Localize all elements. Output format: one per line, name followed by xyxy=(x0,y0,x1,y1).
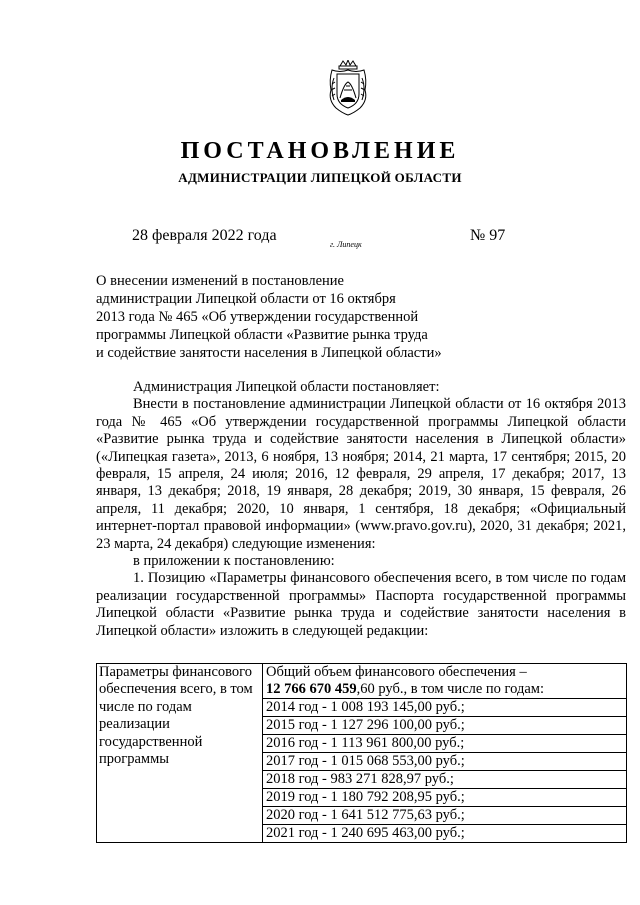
document-body xyxy=(96,379,626,640)
document-subject xyxy=(96,272,516,362)
year-row: 2014 год - 1 008 193 145,00 руб.; xyxy=(263,699,626,717)
total-rest: ,60 руб., в том числе по годам: xyxy=(356,681,544,697)
paragraph-amendment: Внести в постановление администрации Липецкой области от 16 октября 2013 года № 465 «Об утверждении государственной программы Липецкой области «Развитие рынка труда и содействие занятости населения в Липецкой области» («Липецкая газета», 2013, 6 ноября, 13 ноября; 2014, 21 марта, 17 сентября; 2015, 20 февраля, 15 апреля, 24 июля; 2016, 12 февраля, 29 апреля, 17 декабря; 2017, 13 января, 13 декабря; 2018, 19 января, 28 декабря; 2019, 30 января, 15 февраля, 26 апреля, 11 декабря; 2020, 10 января, 1 сентября, 18 декабря; «Официальный интернет-портал правовой информации» (www.pravo.gov.ru), 2020, 31 декабря; 2021, 23 марта, 24 декабря) следующие изменения: xyxy=(96,396,626,552)
subject-line: программы Липецкой области «Развитие рынка труда xyxy=(96,327,428,343)
subject-line: О внесении изменений в постановление xyxy=(96,273,344,289)
subject-line: и содействие занятости населения в Липецкой области» xyxy=(96,345,442,361)
document-date: 28 февраля 2022 года xyxy=(132,227,277,244)
total-line xyxy=(263,681,626,699)
document-subtitle: АДМИНИСТРАЦИИ ЛИПЕЦКОЙ ОБЛАСТИ xyxy=(178,170,462,185)
year-row: 2015 год - 1 127 296 100,00 руб.; xyxy=(263,717,626,735)
year-row: 2016 год - 1 113 961 800,00 руб.; xyxy=(263,735,626,753)
subject-line: 2013 года № 465 «Об утверждении государственной xyxy=(96,309,419,325)
paragraph-appendix: в приложении к постановлению: xyxy=(133,553,335,570)
document-city: г. Липецк xyxy=(330,240,362,249)
coat-of-arms-icon xyxy=(326,60,370,116)
year-row: 2020 год - 1 641 512 775,63 руб.; xyxy=(263,807,626,825)
year-row: 2017 год - 1 015 068 553,00 руб.; xyxy=(263,753,626,771)
financing-table xyxy=(96,663,627,843)
year-row: 2019 год - 1 180 792 208,95 руб.; xyxy=(263,789,626,807)
table-label-cell: Параметры финансового обеспечения всего, в том числе по годам реализации государственной программы xyxy=(97,664,263,843)
total-amount: 12 766 670 459 xyxy=(266,681,357,697)
document-title: ПОСТАНОВЛЕНИЕ xyxy=(180,138,460,164)
year-row: 2021 год - 1 240 695 463,00 руб.; xyxy=(266,825,465,841)
document-number: № 97 xyxy=(470,227,506,244)
paragraph-item-1: 1. Позицию «Параметры финансового обеспечения всего, в том числе по годам реализации государственной программы» Паспорта государственной программы Липецкой области «Развитие рынка труда и содействие занятости населения в Липецкой области» изложить в следующей редакции: xyxy=(96,570,626,639)
subject-line: администрации Липецкой области от 16 октября xyxy=(96,291,396,307)
table-value-cell xyxy=(263,664,627,843)
resolution-preamble: Администрация Липецкой области постановляет: xyxy=(133,379,440,395)
total-intro: Общий объем финансового обеспечения – xyxy=(266,664,527,680)
year-row: 2018 год - 983 271 828,97 руб.; xyxy=(263,771,626,789)
